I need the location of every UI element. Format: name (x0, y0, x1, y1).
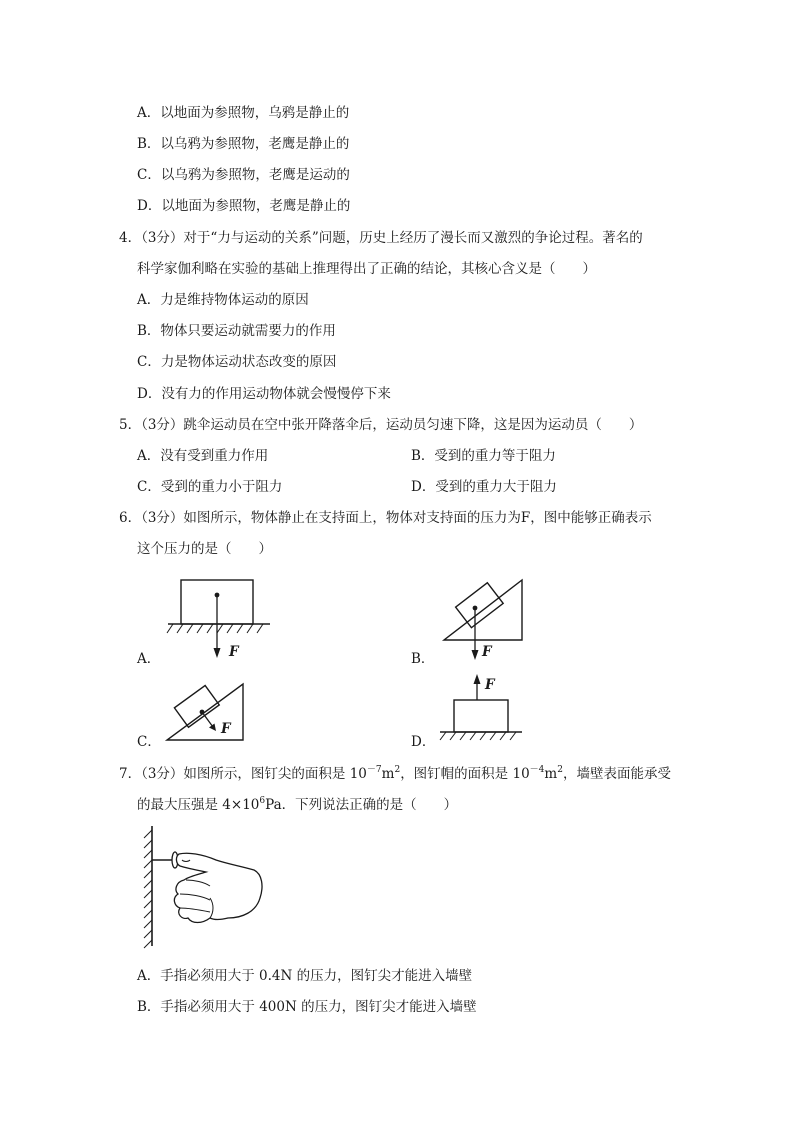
q6-label-c: C． (137, 734, 161, 750)
q6-a-force-label: F (229, 644, 239, 660)
q3-option-d: D．以地面为参照物，老鹰是静止的 (137, 198, 351, 214)
q6-c-force-label: F (221, 721, 231, 737)
q4-option-b: B．物体只要运动就需要力的作用 (137, 323, 336, 339)
q6-label-b: B． (411, 651, 435, 667)
wall-hatch (144, 830, 152, 948)
q3-option-b: B．以乌鸦为参照物，老鹰是静止的 (137, 136, 350, 152)
q6-label-d: D． (411, 734, 436, 750)
hand-shape (174, 853, 262, 922)
q7-stem-line2: 的最大压强是 $4\times 10^6Pa$．下列说法正确的是（ ） (137, 796, 458, 813)
q5-option-a: A．没有受到重力作用 (137, 448, 269, 464)
q3-option-a: A．以地面为参照物，乌鸦是静止的 (137, 105, 350, 121)
q7-figure-thumbtack (130, 824, 270, 950)
incline-shape (167, 684, 243, 740)
q5-stem: 5．（3分）跳伞运动员在空中张开降落伞后，运动员匀速下降，这是因为运动员（ ） (119, 417, 643, 433)
q4-option-d: D．没有力的作用运动物体就会慢慢停下来 (137, 386, 391, 402)
q5-option-b: B．受到的重力等于阻力 (411, 448, 556, 464)
ground-hatch (440, 732, 516, 740)
q7-option-b: B．手指必须用大于 400N 的压力，图钉尖才能进入墙壁 (137, 999, 477, 1015)
q6-figure-d (436, 672, 526, 744)
q6-figure-c (165, 682, 255, 744)
q7-stem-line1: 7．（3分）如图所示，图钉尖的面积是 $10^{-7}m^2$，图钉帽的面积是 $10^{-4}m^2$，墙壁表面能承受 (119, 765, 671, 782)
q6-stem-line2: 这个压力的是（ ） (137, 541, 272, 557)
q4-stem-line1: 4．（3分）对于“力与运动的关系”问题，历史上经历了漫长而又激烈的争论过程。著名的 (119, 230, 643, 246)
q6-d-force-label: F (485, 677, 495, 693)
q4-option-c: C．力是物体运动状态改变的原因 (137, 354, 337, 370)
block-shape (456, 583, 504, 628)
q5-option-d: D．受到的重力大于阻力 (411, 479, 557, 495)
q4-stem-line2: 科学家伽利略在实验的基础上推理得出了正确的结论，其核心含义是（ ） (137, 261, 596, 277)
incline-shape (444, 580, 522, 640)
q7-option-a: A．手指必须用大于 0.4N 的压力，图钉尖才能进入墙壁 (137, 968, 473, 984)
block-shape (454, 700, 508, 732)
q6-label-a: A． (137, 651, 161, 667)
q6-b-force-label: F (482, 644, 492, 660)
ground-hatch (167, 624, 263, 633)
q5-option-c: C．受到的重力小于阻力 (137, 479, 283, 495)
q6-figure-a (165, 578, 275, 668)
q4-option-a: A．力是维持物体运动的原因 (137, 292, 309, 308)
q3-option-c: C．以乌鸦为参照物，老鹰是运动的 (137, 167, 350, 183)
q6-stem-line1: 6．（3分）如图所示，物体静止在支持面上，物体对支持面的压力为F，图中能够正确表示 (119, 510, 652, 526)
